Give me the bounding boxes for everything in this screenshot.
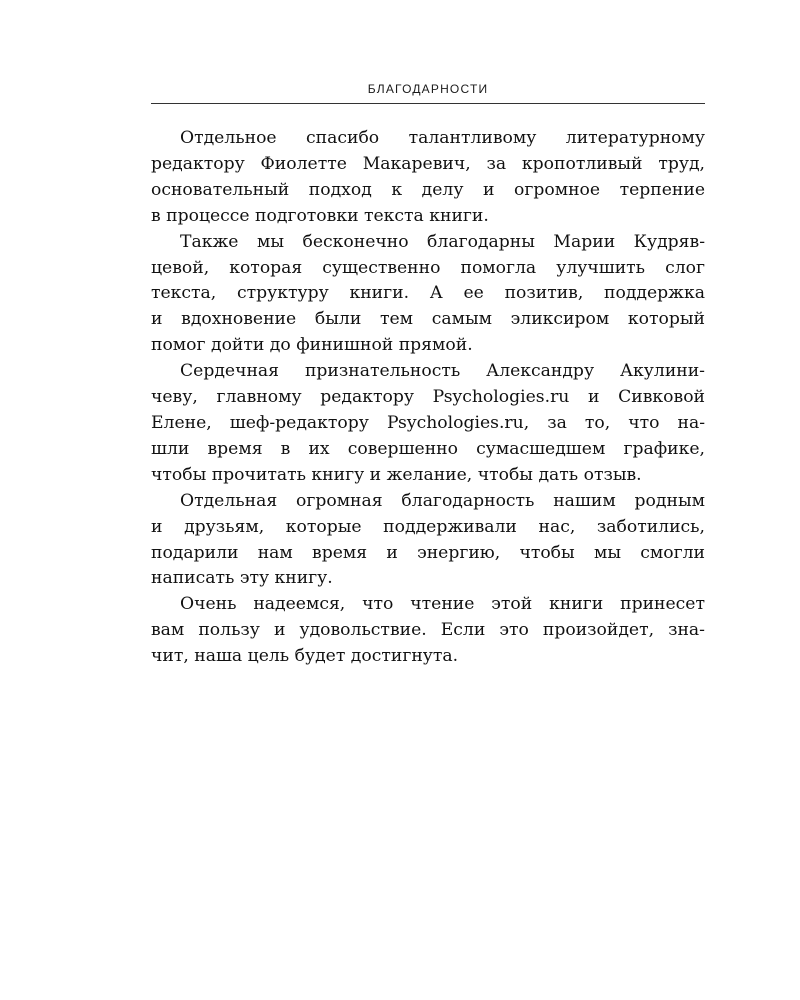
text-line: Сердечная признательность Александру Акулини- [180,361,705,382]
body-text [151,126,705,670]
paragraph [151,489,705,593]
text-line: и вдохновение были тем самым эликсиром который [151,309,705,330]
text-line: чит, наша цель будет достигнута. [151,646,459,667]
text-line: написать эту книгу. [151,568,333,589]
text-line: основательный подход к делу и огромное терпение [151,179,705,200]
paragraph [151,359,705,489]
text-line: чеву, главному редактору Psychologies.ru и Сивковой [151,387,705,408]
paragraph [151,230,705,360]
text-line: Елене, шеф-редактору Psychologies.ru, за то, что на- [151,412,705,433]
text-line: цевой, которая существенно помогла улучшить слог [151,257,705,278]
paragraph [151,592,705,670]
text-line: вам пользу и удовольствие. Если это произойдет, зна- [151,620,705,641]
text-line: Отдельное спасибо талантливому литературному [180,128,705,148]
text-line: редактору Фиолетте Макаревич, за кропотливый труд, [151,153,705,174]
text-line: шли время в их совершенно сумасшедшем графике, [151,438,705,459]
text-line: чтобы прочитать книгу и желание, чтобы дать отзыв. [151,464,642,485]
text-line: помог дойти до финишной прямой. [151,335,473,356]
text-line: подарили нам время и энергию, чтобы мы смогли [151,542,705,563]
header-rule [151,103,705,104]
paragraph [151,126,705,230]
text-line: Очень надеемся, что чтение этой книги принесет [180,594,705,615]
text-line: Отдельная огромная благодарность нашим родным [180,490,705,511]
text-line: и друзьям, которые поддерживали нас, заботились, [151,516,705,537]
text-line: текста, структуру книги. А ее позитив, поддержка [151,283,705,304]
running-head: БЛАГОДАРНОСТИ [367,82,489,96]
text-line: Также мы бесконечно благодарны Марии Кудряв- [180,231,705,252]
text-line: в процессе подготовки текста книги. [151,205,489,226]
